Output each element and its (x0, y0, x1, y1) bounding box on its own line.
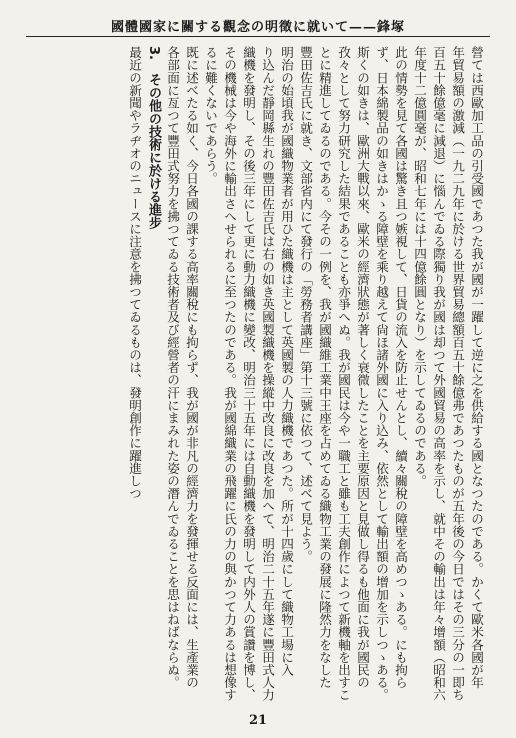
text-column: 營ては西歐加工品の引受國であつた我が國が一躍して逆に之を供給する國となつたのである。かくて歐米各國が年 (469, 46, 484, 689)
text-column: 各部面に亙つて豐田式努力を拂つてゐる技術者及び經營者の汗にまみれた姿の潛んでゐることを思はねばならぬ。 (165, 46, 180, 689)
text-column: とに精進してゐるのである。今その一例を、我が國織維工業中王座を占めてゐる織物工業の發展に隆然力をなした (317, 46, 332, 689)
page-number: 21 (248, 713, 268, 728)
text-column: るに難くないであらう。 (203, 46, 218, 185)
text-column: 此の情勢を見て各國は驚き且つ嫉視して、日貨の流入を防止せんとし、續々關稅の障壁を高めつゝある。にも拘ら (393, 46, 408, 689)
text-column: 年度十二億圓毫が、昭和七年には十四億餘圓となり）を示してゐるのである。 (412, 46, 427, 487)
text-column: 既に述べたる如く、今日各國の課する高率關稅にも拘らず、我が國が非凡の經濟力を發揮せる反面には、生產業の (184, 46, 199, 689)
text-column: 最近の新聞やラヂオのニュースに注意を拂つてゐるものは、發明創作に躍進しつ (127, 46, 142, 500)
text-column: 斯くの如きは、歐洲大戰以來、歐米の經濟狀態が著しく衰微したことを主要原因と見做し得るも他面に我が國民の (355, 46, 370, 689)
text-column: 豐田佐吉氏に就き、文部省内にて發行の「勞務者講座」第十三號に依つて、述べて見よう。 (298, 46, 313, 563)
text-column: り込んだ靜岡縣生れの豐田佐吉氏は右の如き英國製織機を操縱中改良に改良を加へて、明治二十五年遂に豐田式人力 (260, 46, 275, 702)
text-column: 孜々として努力研究した結果であることも亦爭へぬ。我が國民は今や一職工と雖も工夫創作によつて新機軸を出すこ (336, 46, 351, 702)
section-heading: 3. その他の技術に於ける進步 (146, 46, 161, 229)
text-column: 明治の始頃我が國織物業者が用ひた織機は主として英國製の人力織機であつた。所が十四歲にして織物工場に入 (279, 46, 294, 676)
text-column: その機械は今や海外に輸出さへせられるに至つたのである。我が國綿織業の飛躍に氏の力の與かつて力あるは想像す (222, 46, 237, 702)
text-column: ず、日本綿製品の如きはかゝる障壁を乘り越えて尙ほ諸外國に入り込み、依然として輸出額の增加を示しつゝある。 (374, 46, 389, 702)
text-column: 年貿易額の激減（一九二九年に於ける世界貿易總額百五十餘億弗であつたものが五年後の今日ではその三分の一即ち (450, 46, 465, 702)
running-header: 國體國家に關する觀念の明徵に就いて——鋒塚 (26, 14, 490, 37)
body-text (34, 46, 486, 702)
text-column: 百五十餘億毫に減退）に惱んでゐる際獨り我が國は却つて外國貿易の高率を示し、就中その輸出は年々增額（昭和六 (431, 46, 446, 702)
text-column: 織機を發明し、その後三年にして更に動力織機に變改、明治三十五年には自動織機を發明して内外人の賞讚を博し、 (241, 46, 256, 702)
